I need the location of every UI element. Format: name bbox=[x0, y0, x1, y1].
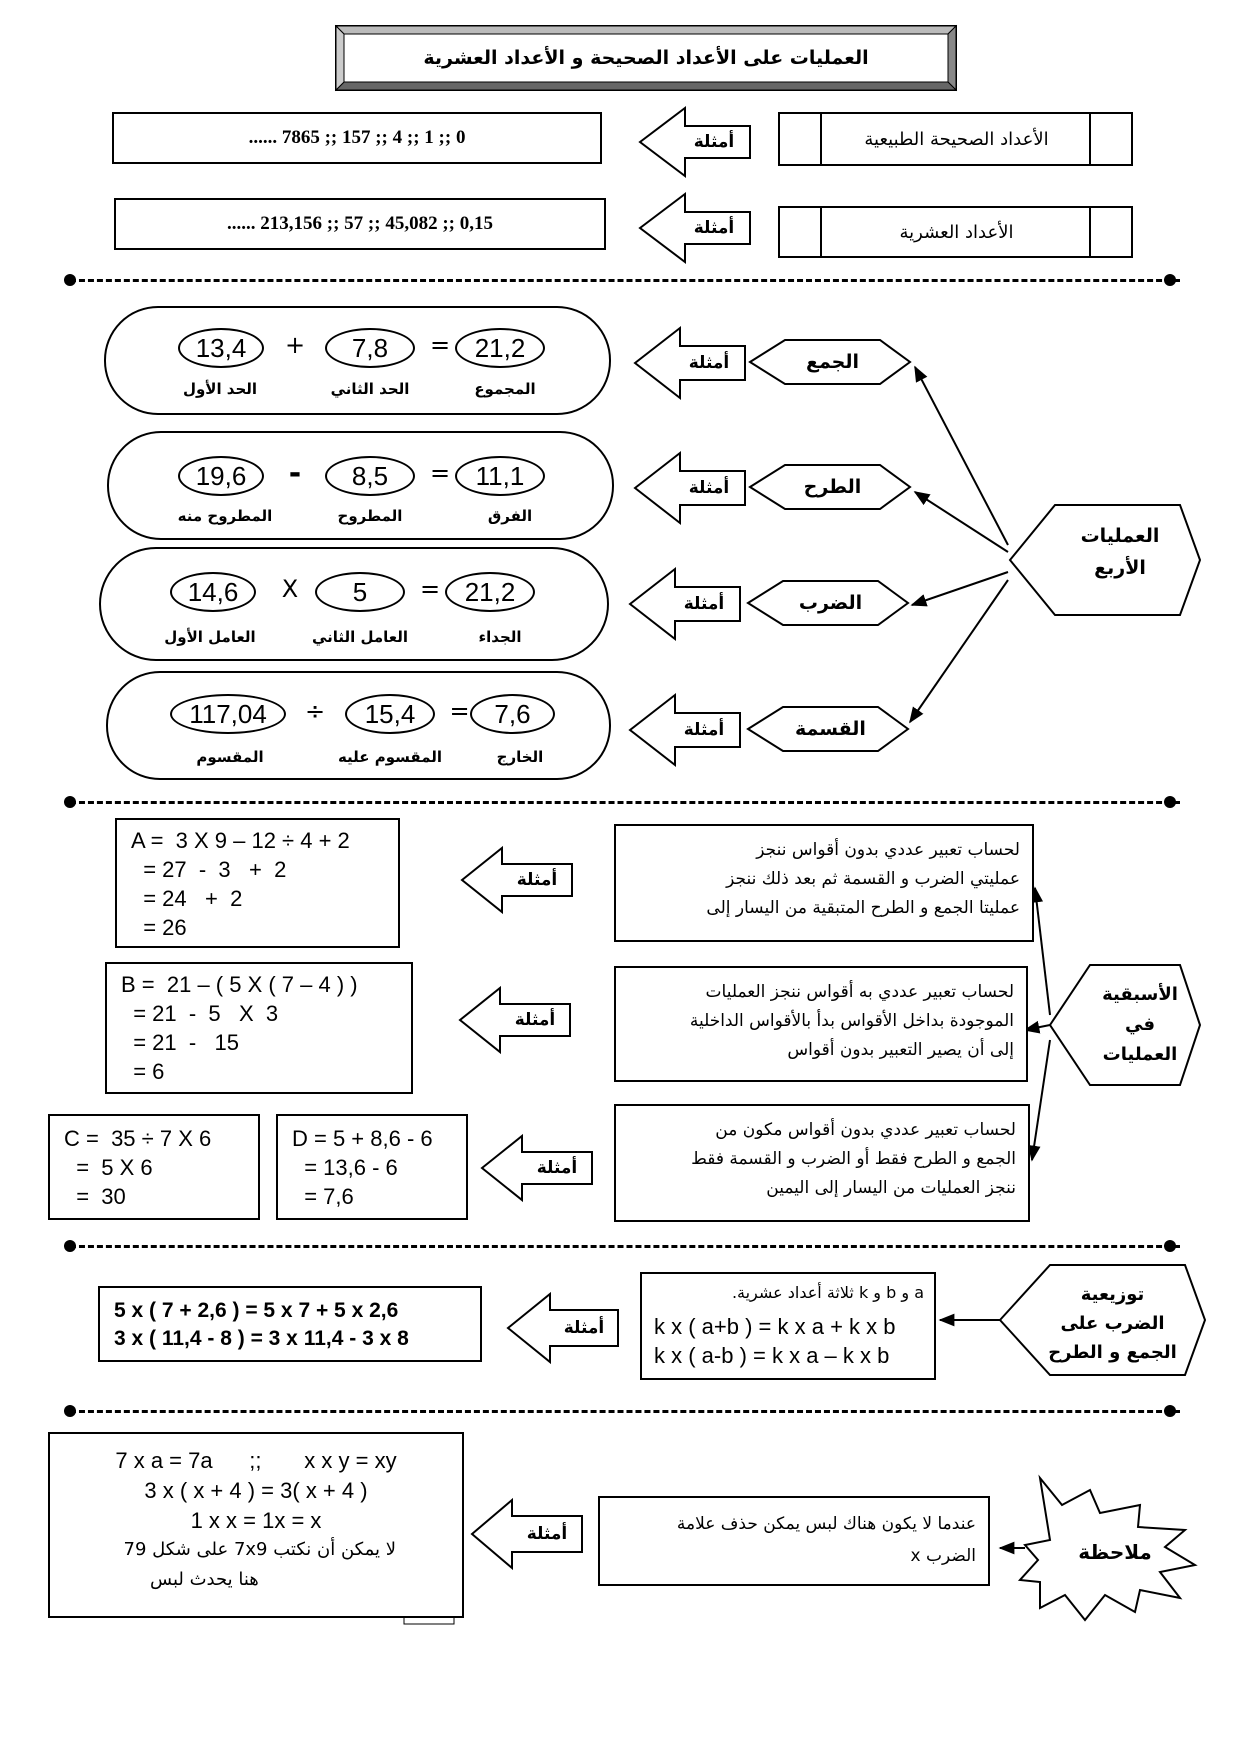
example-b-line: = 21 - 15 bbox=[121, 1030, 240, 1055]
note-example-line: 3 x ( x + 4 ) = 3( x + 4 ) bbox=[144, 1478, 368, 1503]
natural-label: الأعداد الصحيحة الطبيعية bbox=[864, 128, 1049, 150]
op-name-addition: الجمع bbox=[805, 351, 860, 373]
example-b-box bbox=[105, 962, 413, 1094]
example-label: أمثلة bbox=[516, 870, 558, 890]
example-label: أمثلة bbox=[526, 1524, 568, 1544]
note-label: ملاحظة bbox=[1078, 1540, 1152, 1564]
note-examples-box bbox=[48, 1432, 464, 1618]
priority-rule-box bbox=[614, 966, 1028, 1082]
operand-a: 14,6 bbox=[170, 572, 256, 612]
example-b-line: = 6 bbox=[121, 1059, 165, 1084]
distrib-intro: a و b و k ثلاثة أعداد عشرية. bbox=[731, 1283, 924, 1302]
rule-line: الجمع و الطرح فقط أو الضرب و القسمة فقط bbox=[691, 1149, 1016, 1169]
result: 11,1 bbox=[455, 456, 545, 496]
example-a-line: = 26 bbox=[131, 915, 187, 940]
op-sign: ÷ bbox=[304, 697, 326, 725]
example-a-line: = 24 + 2 bbox=[131, 886, 243, 911]
example-label: أمثلة bbox=[563, 1318, 605, 1338]
operand-b: 8,5 bbox=[325, 456, 415, 496]
section-divider bbox=[70, 1410, 1180, 1413]
priority-label: الأسبقية في العمليات bbox=[1102, 984, 1178, 1065]
example-label: أمثلة bbox=[683, 594, 725, 614]
natural-label-box bbox=[778, 112, 1133, 166]
operand-a: 13,4 bbox=[178, 328, 264, 368]
distrib-formula-2: k x ( a-b ) = k x a – k x b bbox=[654, 1343, 890, 1368]
note-warning-line: لا يمكن أن نكتب 7x9 على شكل 79 bbox=[123, 1539, 396, 1560]
label-result: الخارج bbox=[496, 748, 544, 766]
example-a-line: = 27 - 3 + 2 bbox=[131, 857, 287, 882]
priority-rule-box bbox=[614, 824, 1034, 942]
divider-dot bbox=[1164, 1405, 1176, 1417]
label-a: المقسوم bbox=[196, 748, 264, 766]
example-d-line: = 7,6 bbox=[292, 1184, 354, 1209]
note-text-line: عندما لا يكون هناك لبس يمكن حذف علامة bbox=[676, 1514, 976, 1534]
rule-line: الموجودة بداخل الأقواس بدأ بالأقواس الداخلية bbox=[689, 1011, 1014, 1031]
example-b-line: B = 21 – ( 5 X ( 7 – 4 ) ) bbox=[121, 972, 358, 997]
example-d-box bbox=[276, 1114, 468, 1220]
example-label: أمثلة bbox=[693, 218, 735, 238]
divider-dot bbox=[1164, 796, 1176, 808]
operand-a: 117,04 bbox=[170, 694, 286, 734]
decimal-label: الأعداد العشرية bbox=[899, 221, 1014, 243]
divider-dot bbox=[64, 796, 76, 808]
priority-rule-box bbox=[614, 1104, 1030, 1222]
example-a-line: A = 3 X 9 – 12 ÷ 4 + 2 bbox=[131, 828, 350, 853]
label-a: العامل الأول bbox=[164, 628, 256, 646]
rule-line: ننجز العمليات من اليسار إلى اليمين bbox=[766, 1178, 1016, 1198]
example-label: أمثلة bbox=[688, 353, 730, 373]
divider-dot bbox=[1164, 274, 1176, 286]
op-sign: X bbox=[281, 575, 299, 603]
rule-line: عمليتي الضرب و القسمة ثم بعد ذلك ننجز bbox=[726, 869, 1020, 889]
example-c-line: C = 35 ÷ 7 X 6 bbox=[64, 1126, 212, 1151]
label-b: المطروح bbox=[337, 507, 403, 525]
result: 21,2 bbox=[455, 328, 545, 368]
rule-line: إلى أن يصير التعبير بدون أقواس bbox=[787, 1040, 1014, 1060]
note-example-line: 7 x a = 7a ;; x x y = xy bbox=[115, 1448, 397, 1473]
example-d-line: = 13,6 - 6 bbox=[292, 1155, 398, 1180]
op-sign: + bbox=[284, 331, 306, 359]
distrib-examples-box bbox=[98, 1286, 482, 1362]
distrib-label: توزيعية الضرب على الجمع و الطرح bbox=[1048, 1284, 1177, 1363]
rule-line: لحساب تعبير عددي بدون أقواس مكون من bbox=[715, 1120, 1016, 1140]
example-label: أمثلة bbox=[693, 132, 735, 152]
operand-a: 19,6 bbox=[178, 456, 264, 496]
page-title: العمليات على الأعداد الصحيحة و الأعداد العشرية bbox=[423, 47, 869, 69]
op-sign: - bbox=[288, 456, 302, 491]
example-label: أمثلة bbox=[514, 1010, 556, 1030]
equals-sign: = bbox=[429, 331, 451, 359]
label-a: المطروح منه bbox=[177, 507, 273, 525]
distrib-example-line: 5 x ( 7 + 2,6 ) = 5 x 7 + 5 x 2,6 bbox=[114, 1299, 399, 1322]
section-divider bbox=[70, 279, 1180, 282]
op-name-multiplication: الضرب bbox=[798, 592, 863, 614]
distrib-formula-box bbox=[640, 1272, 936, 1380]
note-text-box bbox=[598, 1496, 990, 1586]
example-c-line: = 30 bbox=[64, 1184, 126, 1209]
four-ops-label: العمليات الأربع bbox=[1080, 525, 1160, 579]
rule-line: لحساب تعبير عددي بدون أقواس ننجز bbox=[756, 840, 1020, 860]
operand-b: 7,8 bbox=[325, 328, 415, 368]
op-name-division: القسمة bbox=[795, 718, 866, 740]
equals-sign: = bbox=[429, 459, 451, 487]
equals-sign: = bbox=[419, 575, 441, 603]
result: 7,6 bbox=[470, 694, 555, 734]
label-result: الفرق bbox=[487, 507, 533, 525]
note-text-line: الضرب x bbox=[910, 1546, 976, 1566]
example-label: أمثلة bbox=[536, 1158, 578, 1178]
example-c-box bbox=[48, 1114, 260, 1220]
decimal-label-box bbox=[778, 206, 1133, 258]
section-divider bbox=[70, 801, 1180, 804]
divider-dot bbox=[64, 274, 76, 286]
operand-b: 5 bbox=[315, 572, 405, 612]
distrib-example-line: 3 x ( 11,4 - 8 ) = 3 x 11,4 - 3 x 8 bbox=[114, 1327, 409, 1350]
op-name-subtraction: الطرح bbox=[803, 476, 862, 498]
example-label: أمثلة bbox=[688, 478, 730, 498]
result: 21,2 bbox=[445, 572, 535, 612]
equals-sign: = bbox=[449, 697, 470, 725]
example-label: أمثلة bbox=[683, 720, 725, 740]
divider-dot bbox=[1164, 1240, 1176, 1252]
example-b-line: = 21 - 5 X 3 bbox=[121, 1001, 279, 1026]
label-result: المجموع bbox=[474, 380, 536, 398]
rule-line: لحساب تعبير عددي به أقواس ننجز العمليات bbox=[705, 982, 1014, 1002]
divider-dot bbox=[64, 1405, 76, 1417]
operand-b: 15,4 bbox=[345, 694, 435, 734]
example-c-line: = 5 X 6 bbox=[64, 1155, 153, 1180]
rule-line: عمليتا الجمع و الطرح المتبقية من اليسار إلى bbox=[706, 898, 1020, 918]
label-b: العامل الثاني bbox=[311, 628, 409, 646]
natural-examples-box: 0 ;; 1 ;; 4 ;; 157 ;; 7865 ...... bbox=[112, 112, 602, 164]
distrib-formula-1: k x ( a+b ) = k x a + k x b bbox=[654, 1314, 896, 1339]
note-example-line: 1 x x = 1x = x bbox=[190, 1508, 322, 1533]
example-d-line: D = 5 + 8,6 - 6 bbox=[292, 1126, 433, 1151]
label-b: الحد الثاني bbox=[330, 380, 410, 398]
label-b: المقسوم عليه bbox=[337, 748, 443, 766]
divider-dot bbox=[64, 1240, 76, 1252]
note-warning-line: هنا يحدث لبس bbox=[150, 1569, 259, 1590]
section-divider bbox=[70, 1245, 1180, 1248]
label-result: الجداء bbox=[478, 628, 522, 646]
label-a: الحد الأول bbox=[182, 380, 258, 398]
decimal-examples-box: 0,15 ;; 45,082 ;; 57 ;; 213,156 ...... bbox=[114, 198, 606, 250]
example-a-box bbox=[115, 818, 400, 948]
